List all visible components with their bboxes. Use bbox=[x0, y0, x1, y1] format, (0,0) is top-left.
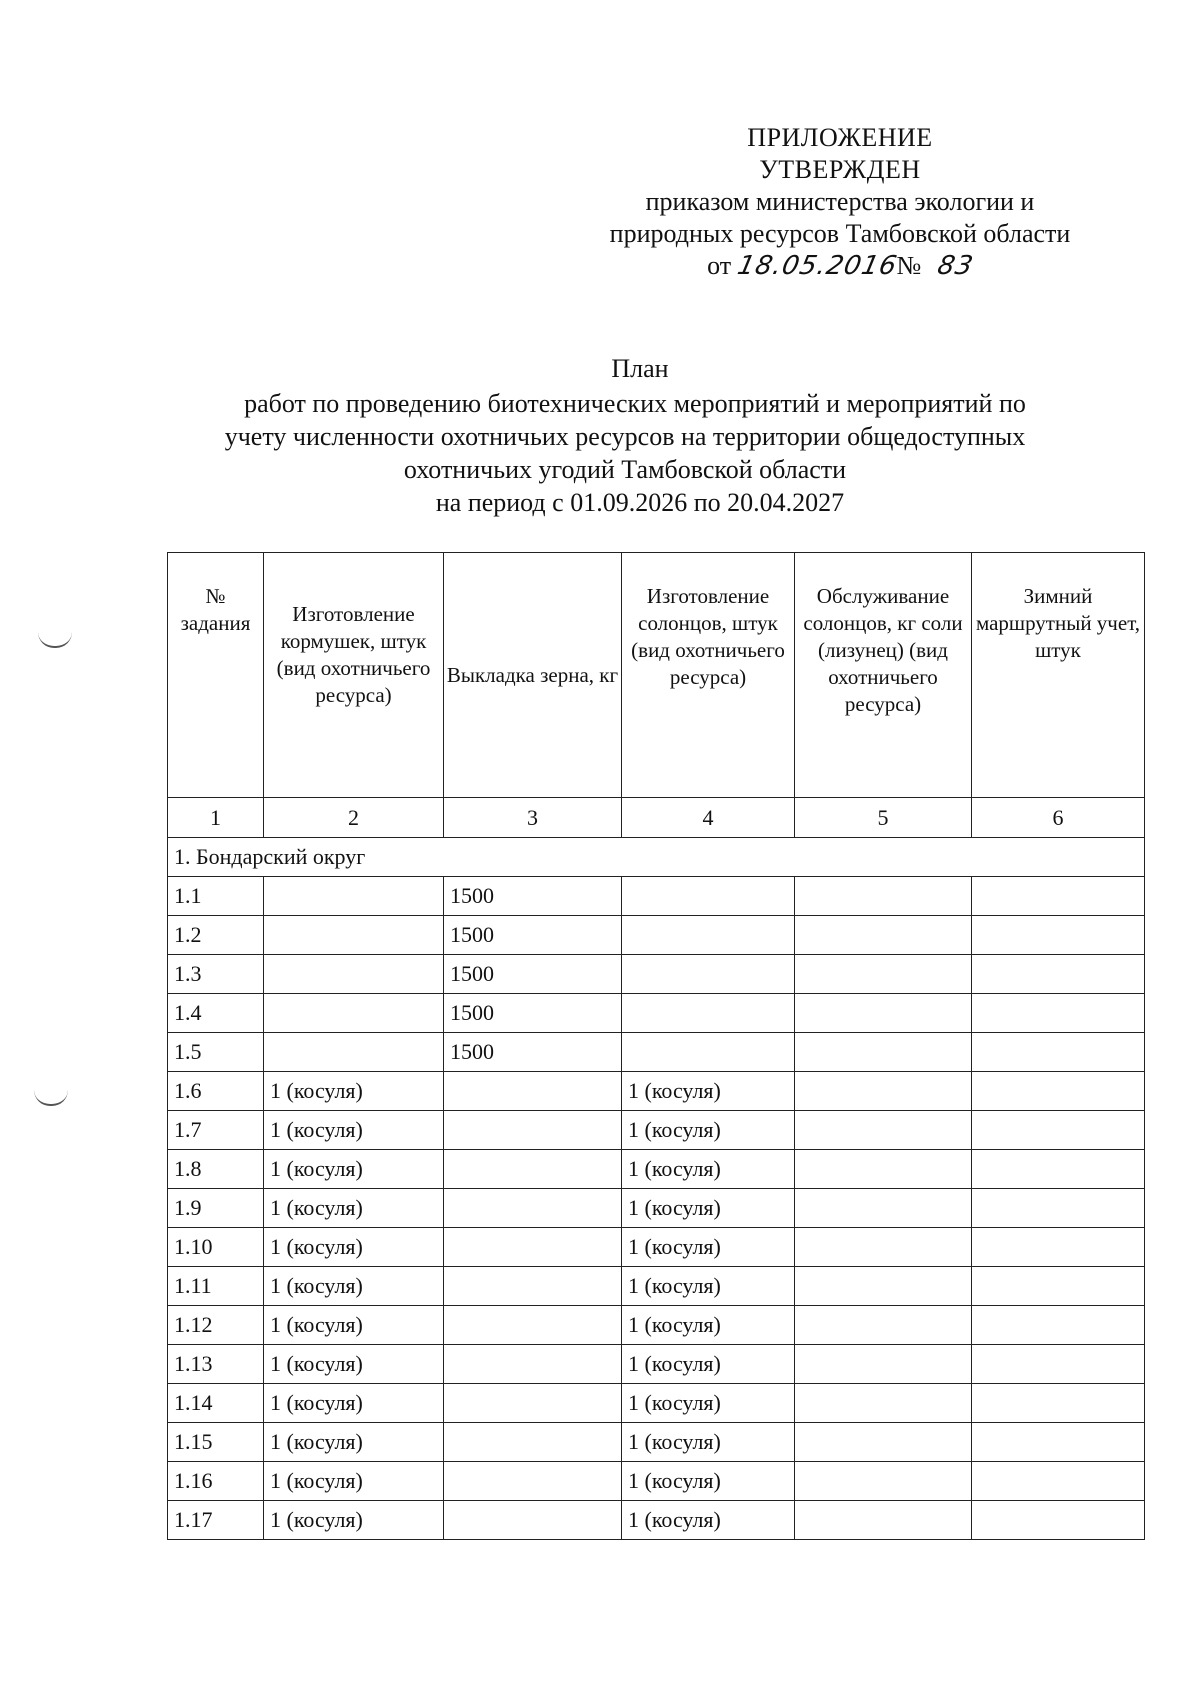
salt-licks-service-cell bbox=[795, 1306, 972, 1345]
salt-licks-made-cell: 1 (косуля) bbox=[622, 1072, 795, 1111]
salt-licks-made-cell bbox=[622, 994, 795, 1033]
salt-licks-service-cell bbox=[795, 994, 972, 1033]
feeders-cell: 1 (косуля) bbox=[264, 1462, 444, 1501]
task-number-cell: 1.6 bbox=[168, 1072, 264, 1111]
title-line-2: работ по проведению биотехнических мероприятий и мероприятий по bbox=[244, 389, 1026, 418]
salt-licks-made-cell: 1 (косуля) bbox=[622, 1423, 795, 1462]
winter-count-cell bbox=[972, 916, 1145, 955]
winter-count-cell bbox=[972, 1501, 1145, 1540]
task-number-cell: 1.16 bbox=[168, 1462, 264, 1501]
winter-count-cell bbox=[972, 877, 1145, 916]
winter-count-cell bbox=[972, 1462, 1145, 1501]
binder-hole-mark bbox=[34, 1090, 68, 1106]
feeders-cell bbox=[264, 916, 444, 955]
grain-cell: 1500 bbox=[444, 1033, 622, 1072]
grain-cell bbox=[444, 1150, 622, 1189]
task-number-cell: 1.13 bbox=[168, 1345, 264, 1384]
grain-cell bbox=[444, 1423, 622, 1462]
grain-cell bbox=[444, 1501, 622, 1540]
salt-licks-service-cell bbox=[795, 1501, 972, 1540]
grain-cell bbox=[444, 1267, 622, 1306]
salt-licks-service-cell bbox=[795, 1189, 972, 1228]
grain-cell bbox=[444, 1111, 622, 1150]
task-number-cell: 1.14 bbox=[168, 1384, 264, 1423]
column-number: 6 bbox=[972, 798, 1145, 838]
winter-count-cell bbox=[972, 1189, 1145, 1228]
salt-licks-made-cell bbox=[622, 955, 795, 994]
salt-licks-made-cell: 1 (косуля) bbox=[622, 1111, 795, 1150]
table-row bbox=[168, 1072, 1145, 1111]
feeders-cell: 1 (косуля) bbox=[264, 1072, 444, 1111]
header-winter-count: Зимний маршрутный учет, штук bbox=[972, 553, 1145, 798]
salt-licks-service-cell bbox=[795, 1150, 972, 1189]
feeders-cell: 1 (косуля) bbox=[264, 1384, 444, 1423]
task-number-cell: 1.15 bbox=[168, 1423, 264, 1462]
salt-licks-service-cell bbox=[795, 1267, 972, 1306]
title-line-3: учету численности охотничьих ресурсов на территории общедоступных bbox=[224, 422, 1026, 451]
feeders-cell bbox=[264, 955, 444, 994]
salt-licks-service-cell bbox=[795, 916, 972, 955]
table-row bbox=[168, 955, 1145, 994]
table-row bbox=[168, 1111, 1145, 1150]
column-number: 3 bbox=[444, 798, 622, 838]
winter-count-cell bbox=[972, 1267, 1145, 1306]
task-number-cell: 1.9 bbox=[168, 1189, 264, 1228]
winter-count-cell bbox=[972, 955, 1145, 994]
salt-licks-service-cell bbox=[795, 1072, 972, 1111]
task-number-cell: 1.5 bbox=[168, 1033, 264, 1072]
section-title: 1. Бондарский округ bbox=[168, 838, 1145, 877]
winter-count-cell bbox=[972, 1384, 1145, 1423]
table-row bbox=[168, 1033, 1145, 1072]
salt-licks-made-cell: 1 (косуля) bbox=[622, 1189, 795, 1228]
feeders-cell bbox=[264, 1033, 444, 1072]
task-number-cell: 1.10 bbox=[168, 1228, 264, 1267]
task-number-cell: 1.2 bbox=[168, 916, 264, 955]
salt-licks-service-cell bbox=[795, 1345, 972, 1384]
grain-cell bbox=[444, 1384, 622, 1423]
approval-order-line: приказом министерства экологии и bbox=[645, 187, 1035, 216]
salt-licks-made-cell bbox=[622, 916, 795, 955]
feeders-cell: 1 (косуля) bbox=[264, 1111, 444, 1150]
approval-block bbox=[560, 122, 1120, 282]
winter-count-cell bbox=[972, 1033, 1145, 1072]
plan-table bbox=[167, 552, 1145, 1540]
grain-cell: 1500 bbox=[444, 994, 622, 1033]
header-grain: Выкладка зерна, кг bbox=[444, 553, 622, 798]
approval-number-sign: № bbox=[896, 251, 922, 280]
salt-licks-made-cell: 1 (косуля) bbox=[622, 1345, 795, 1384]
table-row bbox=[168, 1267, 1145, 1306]
grain-cell: 1500 bbox=[444, 955, 622, 994]
header-salt-licks-service: Обслуживание солонцов, кг соли (лизунец) (вид охотничьего ресурса) bbox=[795, 553, 972, 798]
salt-licks-made-cell bbox=[622, 1033, 795, 1072]
header-task-number: № задания bbox=[168, 553, 264, 798]
approval-date-line bbox=[560, 250, 1120, 282]
winter-count-cell bbox=[972, 1111, 1145, 1150]
salt-licks-made-cell: 1 (косуля) bbox=[622, 1267, 795, 1306]
winter-count-cell bbox=[972, 1423, 1145, 1462]
title-period: на период с 01.09.2026 по 20.04.2027 bbox=[435, 488, 845, 517]
grain-cell bbox=[444, 1228, 622, 1267]
grain-cell: 1500 bbox=[444, 916, 622, 955]
feeders-cell: 1 (косуля) bbox=[264, 1189, 444, 1228]
approval-approved-label: УТВЕРЖДЕН bbox=[759, 155, 921, 184]
winter-count-cell bbox=[972, 1150, 1145, 1189]
table-row bbox=[168, 1345, 1145, 1384]
task-number-cell: 1.8 bbox=[168, 1150, 264, 1189]
salt-licks-made-cell: 1 (косуля) bbox=[622, 1384, 795, 1423]
document-title bbox=[200, 352, 1050, 519]
section-row bbox=[168, 838, 1145, 877]
table-header-row bbox=[168, 553, 1145, 798]
salt-licks-made-cell: 1 (косуля) bbox=[622, 1462, 795, 1501]
salt-licks-service-cell bbox=[795, 1384, 972, 1423]
salt-licks-service-cell bbox=[795, 1423, 972, 1462]
feeders-cell: 1 (косуля) bbox=[264, 1306, 444, 1345]
grain-cell bbox=[444, 1189, 622, 1228]
approval-handwritten-number: 83 bbox=[934, 251, 977, 281]
grain-cell bbox=[444, 1072, 622, 1111]
feeders-cell: 1 (косуля) bbox=[264, 1228, 444, 1267]
winter-count-cell bbox=[972, 1228, 1145, 1267]
table-row bbox=[168, 916, 1145, 955]
task-number-cell: 1.3 bbox=[168, 955, 264, 994]
title-line-4: охотничьих угодий Тамбовской области bbox=[403, 455, 847, 484]
table-row bbox=[168, 1189, 1145, 1228]
feeders-cell: 1 (косуля) bbox=[264, 1267, 444, 1306]
salt-licks-made-cell: 1 (косуля) bbox=[622, 1306, 795, 1345]
salt-licks-made-cell: 1 (косуля) bbox=[622, 1150, 795, 1189]
column-number: 5 bbox=[795, 798, 972, 838]
task-number-cell: 1.17 bbox=[168, 1501, 264, 1540]
table-row bbox=[168, 1306, 1145, 1345]
feeders-cell: 1 (косуля) bbox=[264, 1501, 444, 1540]
feeders-cell bbox=[264, 877, 444, 916]
salt-licks-service-cell bbox=[795, 1462, 972, 1501]
column-number: 1 bbox=[168, 798, 264, 838]
winter-count-cell bbox=[972, 1072, 1145, 1111]
feeders-cell bbox=[264, 994, 444, 1033]
header-salt-licks-made: Изготовление солонцов, штук (вид охотничьего ресурса) bbox=[622, 553, 795, 798]
salt-licks-service-cell bbox=[795, 1228, 972, 1267]
table-row bbox=[168, 1384, 1145, 1423]
feeders-cell: 1 (косуля) bbox=[264, 1423, 444, 1462]
winter-count-cell bbox=[972, 1345, 1145, 1384]
header-feeders: Изготовление кормушек, штук (вид охотничьего ресурса) bbox=[264, 553, 444, 798]
approval-ministry-line: природных ресурсов Тамбовской области bbox=[609, 219, 1071, 248]
approval-date-prefix: от bbox=[707, 251, 732, 280]
grain-cell bbox=[444, 1462, 622, 1501]
task-number-cell: 1.11 bbox=[168, 1267, 264, 1306]
table-row bbox=[168, 1150, 1145, 1189]
feeders-cell: 1 (косуля) bbox=[264, 1150, 444, 1189]
title-plan: План bbox=[611, 354, 669, 383]
approval-appendix-label: ПРИЛОЖЕНИЕ bbox=[747, 123, 933, 152]
grain-cell bbox=[444, 1306, 622, 1345]
salt-licks-service-cell bbox=[795, 1111, 972, 1150]
salt-licks-made-cell: 1 (косуля) bbox=[622, 1501, 795, 1540]
task-number-cell: 1.7 bbox=[168, 1111, 264, 1150]
salt-licks-made-cell bbox=[622, 877, 795, 916]
salt-licks-made-cell: 1 (косуля) bbox=[622, 1228, 795, 1267]
salt-licks-service-cell bbox=[795, 1033, 972, 1072]
table-row bbox=[168, 1501, 1145, 1540]
task-number-cell: 1.1 bbox=[168, 877, 264, 916]
task-number-cell: 1.12 bbox=[168, 1306, 264, 1345]
winter-count-cell bbox=[972, 1306, 1145, 1345]
column-number: 4 bbox=[622, 798, 795, 838]
feeders-cell: 1 (косуля) bbox=[264, 1345, 444, 1384]
salt-licks-service-cell bbox=[795, 955, 972, 994]
binder-hole-mark bbox=[38, 632, 72, 648]
column-number: 2 bbox=[264, 798, 444, 838]
task-number-cell: 1.4 bbox=[168, 994, 264, 1033]
winter-count-cell bbox=[972, 994, 1145, 1033]
salt-licks-service-cell bbox=[795, 877, 972, 916]
table-row bbox=[168, 1462, 1145, 1501]
approval-handwritten-date: 18.05.2016 bbox=[734, 251, 900, 281]
table-row bbox=[168, 1423, 1145, 1462]
table-row bbox=[168, 994, 1145, 1033]
grain-cell bbox=[444, 1345, 622, 1384]
table-row bbox=[168, 1228, 1145, 1267]
table-row bbox=[168, 877, 1145, 916]
grain-cell: 1500 bbox=[444, 877, 622, 916]
column-number-row bbox=[168, 798, 1145, 838]
